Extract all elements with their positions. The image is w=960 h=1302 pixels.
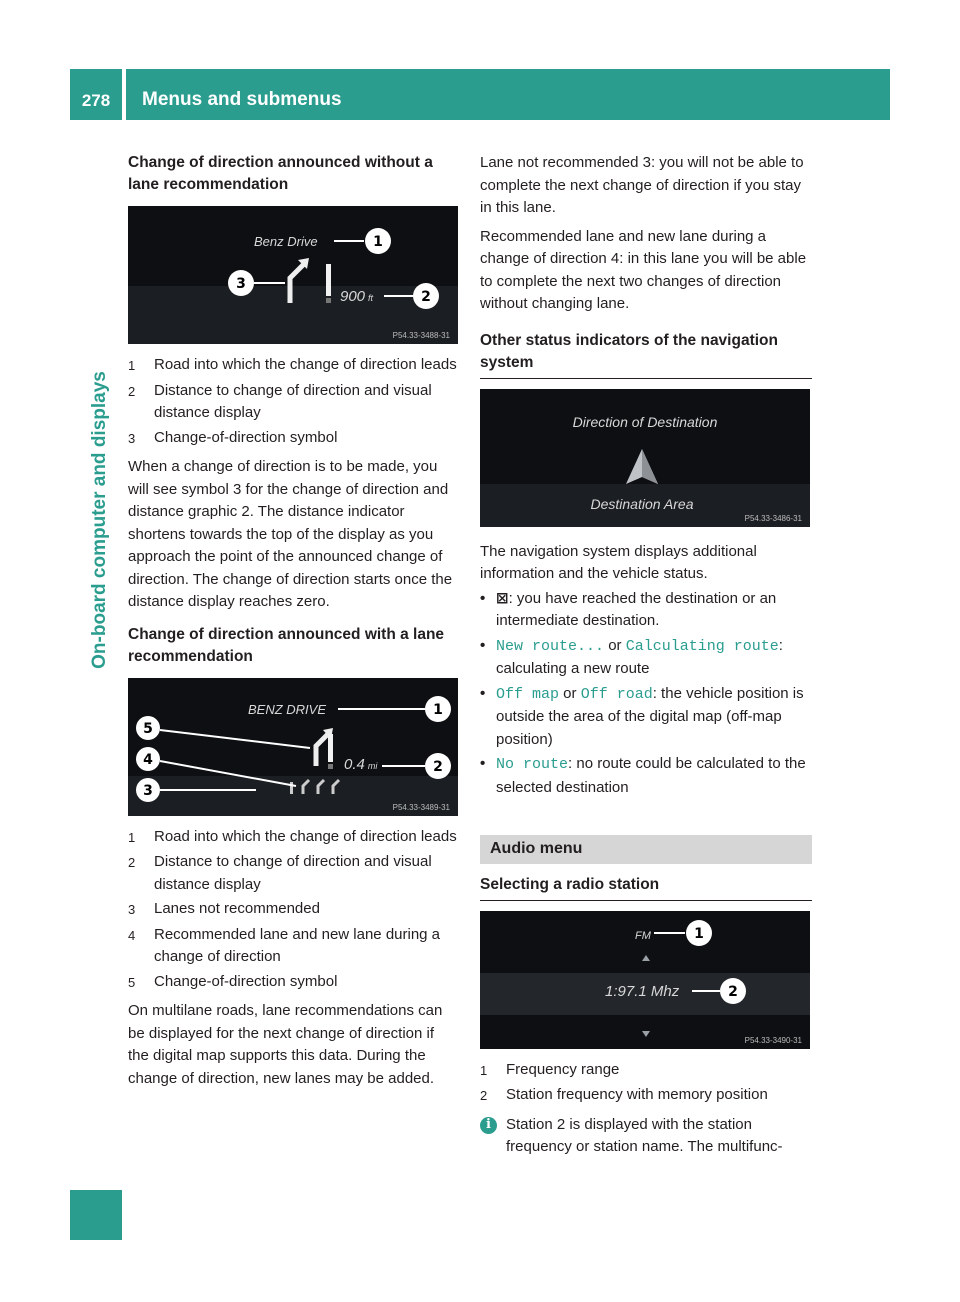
svg-text:3: 3 <box>236 276 246 292</box>
legend-list-with-lane <box>128 826 458 995</box>
paragraph-status-intro: The navigation system displays additional information and the vehicle status. <box>480 542 757 582</box>
svg-text:5: 5 <box>143 720 153 737</box>
chapter-side-label-text: On-board computer and displays <box>89 371 110 669</box>
right-column <box>480 152 812 1159</box>
list-item: • ⊠: you have reached the destination or an intermediate destination. <box>480 588 812 633</box>
svg-text:2: 2 <box>421 289 431 305</box>
fig2-label: BENZ DRIVE <box>248 701 327 717</box>
chapter-side-block <box>70 1190 122 1240</box>
section-heading-status-indicators: Other status indicators of the navigation system <box>480 330 812 379</box>
fig2-code: P54.33-3489-31 <box>392 802 450 812</box>
list-item: 3 Change-of-direction symbol <box>128 428 338 446</box>
section-heading-no-lane: Change of direction announced without a lane recommendation <box>128 154 433 193</box>
fig1-callout-1-text: 1 <box>373 234 383 250</box>
legend-list-radio <box>480 1059 812 1108</box>
status-bullet-list <box>480 588 812 800</box>
bullet-dot: • <box>480 636 486 654</box>
fig1-code: P54.33-3488-31 <box>392 331 450 340</box>
list-item: 2 Distance to change of direction and visual distance display <box>128 853 432 893</box>
svg-text:1: 1 <box>433 701 443 718</box>
figure-direction-no-lane <box>128 206 458 344</box>
svg-text:2: 2 <box>728 983 738 1000</box>
figure-direction-with-lane <box>128 678 458 816</box>
section-heading-with-lane: Change of direction announced with a lane recommendation <box>128 625 445 665</box>
fig3-code: P54.33-3486-31 <box>744 513 802 523</box>
section-heading-radio-station: Selecting a radio station <box>480 874 812 901</box>
list-item: 4 Recommended lane and new lane during a change of direction <box>128 925 441 965</box>
paragraph-no-lane: When a change of direction is to be made, you will see symbol 3 for the change of direction and distance graphic 2. The distance indicator shortens towards the top of the display as you approach the point of the announced change of direction. The change of direction starts once the distance display reaches zero. <box>128 458 453 610</box>
bullet-dot: • <box>480 589 486 607</box>
svg-text:4: 4 <box>143 751 153 768</box>
fig1-distance-bar <box>326 264 331 296</box>
fig2-distance: 0.4 mi <box>344 755 378 773</box>
chapter-side-label <box>85 160 115 880</box>
list-item: 1 Road into which the change of direction leads <box>128 356 457 373</box>
list-item: • New route... or Calculating route: calculating a new route <box>480 635 812 681</box>
fig4-frequency: 1:97.1 Mhz <box>605 982 680 1000</box>
info-note-text: Station 2 is displayed with the station frequency or station name. The multifunc- <box>506 1115 783 1155</box>
list-item: 1 Road into which the change of direction leads <box>128 827 457 845</box>
svg-text:2: 2 <box>433 758 443 775</box>
list-item: 3 Lanes not recommended <box>128 900 320 917</box>
list-item: 2 Station frequency with memory position <box>480 1086 768 1103</box>
info-note <box>480 1114 812 1159</box>
list-item: 1 Frequency range <box>480 1060 620 1078</box>
left-column <box>128 152 458 1090</box>
page-title: Menus and submenus <box>142 89 342 110</box>
list-item: • No route: no route could be calculated to the selected destination <box>480 753 812 799</box>
svg-text:1: 1 <box>694 925 704 942</box>
list-item: • Off map or Off road: the vehicle position is outside the area of the digital map (off-map position) <box>480 683 812 752</box>
fig3-subtitle: Destination Area <box>590 495 694 512</box>
svg-text:3: 3 <box>143 782 153 799</box>
paragraph-recommended-lane: Recommended lane and new lane during a change of direction 4: in this lane you will be able to complete the next two changes of direction without changing lane. <box>480 227 807 312</box>
fig2-distance-bar <box>328 734 333 762</box>
list-item: 2 Distance to change of direction and visual distance display <box>128 381 432 421</box>
fig4-band: FM <box>635 929 651 942</box>
bullet-dot: • <box>480 684 486 702</box>
section-bar-audio-menu: Audio menu <box>480 835 812 864</box>
bullet-dot: • <box>480 755 486 772</box>
fig1-distance: 900 ft <box>340 288 374 305</box>
fig4-code: P54.33-3490-31 <box>744 1035 802 1045</box>
info-icon: i <box>480 1117 497 1134</box>
page-number: 278 <box>81 91 111 110</box>
figure-radio-station <box>480 911 810 1049</box>
page-header <box>70 69 890 120</box>
legend-list-no-lane <box>128 354 458 450</box>
paragraph-with-lane: On multilane roads, lane recommendations can be displayed for the next change of direction if the digital map supports this data. During the change of direction, new lanes may be added. <box>128 1002 443 1087</box>
paragraph-lane-not-recommended: Lane not recommended 3: you will not be able to complete the next change of direction if you stay in this lane. <box>480 154 804 216</box>
list-item: 5 Change-of-direction symbol <box>128 972 338 990</box>
figure-direction-of-destination <box>480 389 810 527</box>
destination-flag-icon: ⊠ <box>496 589 509 607</box>
fig1-label: Benz Drive <box>254 234 318 249</box>
fig3-title: Direction of Destination <box>572 413 718 430</box>
